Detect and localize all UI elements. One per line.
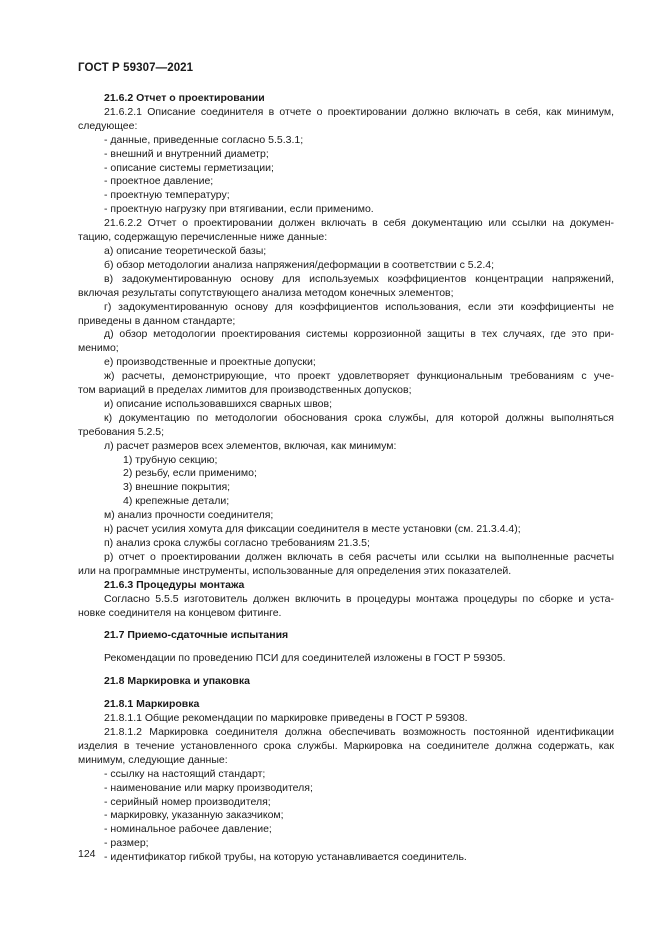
text-line: 21.8.1.2 Маркировка соединителя должна обеспечивать возможность постоянной идентификации [104, 725, 614, 738]
text-line: п) анализ срока службы согласно требованиям 21.3.5; [104, 537, 370, 549]
section-heading: 21.6.2 Отчет о проектировании [104, 92, 265, 104]
list-item: - описание системы герметизации; [104, 161, 274, 174]
section-heading: 21.6.3 Процедуры монтажа [104, 578, 245, 591]
text-line: р) отчет о проектировании должен включать в себя расчеты или ссылки на выполненные расчеты [104, 550, 614, 563]
text-line: изделия в течение установленного срока службы. Маркировка на соединителе должна содержать, как [78, 739, 614, 752]
text-line: приведены в данном стандарте; [78, 314, 236, 327]
text-line: менимо; [78, 342, 119, 355]
sub-list-item: 2) резьбу, если применимо; [123, 467, 257, 480]
text-line: а) описание теоретической базы; [104, 244, 267, 257]
list-item: - данные, приведенные согласно 5.5.3.1; [104, 133, 304, 146]
list-item: - наименование или марку производителя; [104, 781, 313, 794]
text-line: 21.6.2.1 Описание соединителя в отчете о проектировании должно включать в себя, как минимум, [104, 105, 614, 118]
spacer [78, 620, 614, 629]
page-number: 124 [78, 848, 96, 860]
list-item: - номинальное рабочее давление; [104, 823, 272, 836]
section-heading: 21.7 Приемо-сдаточные испытания [104, 629, 289, 642]
list-item: - маркировку, указанную заказчиком; [104, 809, 284, 822]
text-line: л) расчет размеров всех элементов, включая, как минимум: [104, 439, 397, 452]
text-line: ж) расчеты, демонстрирующие, что проект удовлетворяет функциональным требованиям с уче- [104, 370, 614, 383]
text-line: б) обзор методологии анализа напряжения/деформации в соответствии с 5.2.4; [104, 258, 495, 271]
text-line: к) документацию по методологии обоснования срока службы, для которой должны выполняться [104, 411, 614, 424]
spacer [78, 689, 614, 698]
document-body [78, 92, 614, 865]
list-item: - идентификатор гибкой трубы, на которую устанавливается соединитель. [104, 851, 467, 864]
sub-list-item: 3) внешние покрытия; [123, 481, 231, 494]
list-item: - серийный номер производителя; [104, 795, 271, 808]
text-line: тацию, содержащую перечисленные ниже данные: [78, 231, 328, 244]
text-line: новке соединителя на концевом фитинге. [78, 606, 282, 619]
text-line: д) обзор методологии проектирования системы коррозионной защиты в тех случаях, где это при- [104, 328, 614, 341]
list-item: - размер; [104, 837, 149, 850]
text-line: 21.8.1.1 Общие рекомендации по маркировке приведены в ГОСТ Р 59308. [104, 712, 468, 725]
list-item: - проектное давление; [104, 175, 214, 188]
text-line: включая результаты сопутствующего анализа методом конечных элементов; [78, 286, 454, 299]
list-item: - ссылку на настоящий стандарт; [104, 767, 266, 780]
list-item: - внешний и внутренний диаметр; [104, 147, 269, 160]
list-item: - проектную нагрузку при втягивании, если применимо. [104, 203, 374, 216]
text-line: и) описание использовавшихся сварных швов; [104, 397, 332, 410]
text-line: 21.6.2.2 Отчет о проектировании должен включать в себя документацию или ссылки на докумен- [104, 217, 614, 230]
spacer [78, 666, 614, 675]
text-line: или на программные инструменты, использованные для определения этих показателей. [78, 564, 512, 577]
sub-list-item: 1) трубную секцию; [123, 453, 218, 466]
list-item: - проектную температуру; [104, 189, 230, 202]
text-line: требования 5.2.5; [78, 425, 165, 438]
text-line: Согласно 5.5.5 изготовитель должен включить в процедуры монтажа процедуры по сборке и уста- [104, 592, 614, 605]
text-line: е) производственные и проектные допуски; [104, 356, 316, 369]
text-line: минимум, следующие данные: [78, 753, 228, 766]
text-line: н) расчет усилия хомута для фиксации соединителя в месте установки (см. 21.3.4.4); [104, 523, 521, 536]
text-line: г) задокументированную основу для коэффициентов использования, если эти коэффициенты не [104, 300, 614, 313]
document-header: ГОСТ Р 59307—2021 [78, 62, 194, 74]
text-line: следующее: [78, 119, 138, 132]
text-line: Рекомендации по проведению ПСИ для соединителей изложены в ГОСТ Р 59305. [104, 652, 506, 665]
section-heading: 21.8.1 Маркировка [104, 698, 200, 711]
text-line: том вариаций в пределах лимитов для производственных допусков; [78, 384, 412, 397]
spacer [78, 643, 614, 652]
text-line: в) задокументированную основу для используемых коэффициентов концентрации напряжений, [104, 272, 614, 285]
text-line: м) анализ прочности соединителя; [104, 509, 274, 522]
sub-list-item: 4) крепежные детали; [123, 495, 230, 508]
section-heading: 21.8 Маркировка и упаковка [104, 675, 250, 688]
